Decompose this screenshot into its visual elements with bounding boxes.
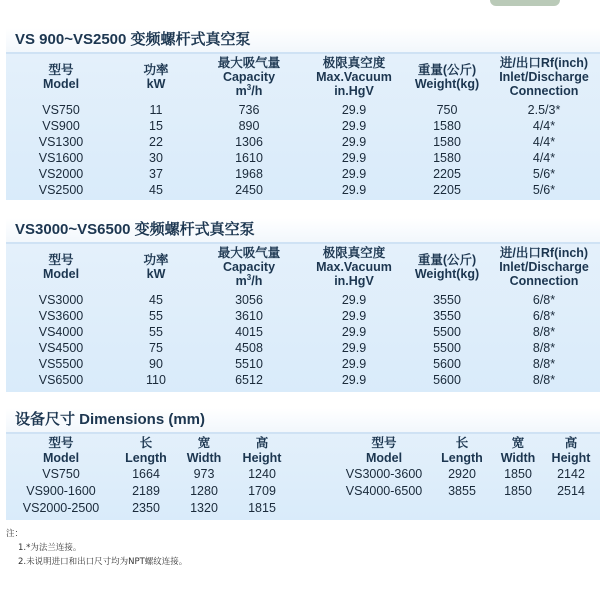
table-cell: VS900	[42, 119, 80, 133]
table-cell: 4015	[235, 325, 263, 339]
header-height: 高 Height	[551, 436, 591, 465]
table-cell: 55	[149, 325, 163, 339]
spec-table	[6, 246, 600, 388]
section-title: VS 900~VS2500 变频螺杆式真空泵	[6, 28, 600, 54]
table-cell: 1664	[132, 467, 160, 481]
table-cell: 1580	[433, 119, 461, 133]
table-row	[6, 356, 600, 372]
dimensions-section	[6, 408, 600, 520]
table-cell: 2142	[557, 467, 585, 481]
header-vacuum: 极限真空度 Max.Vacuum in.HgV	[316, 246, 392, 288]
dimensions-table-right	[334, 436, 596, 500]
table-cell: VS900-1600	[26, 484, 96, 498]
table-cell: 55	[149, 309, 163, 323]
table-row	[6, 324, 600, 340]
table-cell: 2920	[448, 467, 476, 481]
table-cell: VS1600	[38, 151, 84, 165]
spec-section-vs3000-6500	[6, 218, 600, 392]
table-cell: 6/8*	[532, 293, 556, 307]
header-capacity: 最大吸气量 Capacity $m^3/h$	[217, 56, 281, 98]
table-cell: 1850	[504, 484, 532, 498]
table-cell: 8/8*	[532, 373, 556, 387]
dimensions-table-left	[6, 436, 292, 517]
table-cell: 1240	[248, 467, 276, 481]
header-model: 型号 Model	[365, 436, 403, 465]
table-cell: 29.9	[341, 167, 367, 181]
table-cell: 15	[149, 119, 163, 133]
table-cell: 29.9	[341, 103, 367, 117]
table-cell: 750	[436, 103, 458, 117]
header-model: 型号 Model	[42, 253, 80, 281]
table-row	[6, 340, 600, 356]
table-cell: VS3000-3600	[345, 467, 423, 481]
table-cell: 29.9	[341, 183, 367, 197]
table-cell: VS2000	[38, 167, 84, 181]
table-row	[6, 166, 600, 182]
table-cell: 29.9	[341, 135, 367, 149]
header-length: 长 Length	[125, 436, 167, 465]
table-cell: VS3600	[38, 309, 84, 323]
table-row	[334, 466, 596, 483]
table-cell: 2514	[557, 484, 585, 498]
table-cell: 8/8*	[532, 357, 556, 371]
table-cell: 5500	[433, 341, 461, 355]
table-cell: 2205	[433, 183, 461, 197]
table-row	[6, 483, 292, 500]
table-cell: 1709	[248, 484, 276, 498]
header-capacity: 最大吸气量 Capacity $m^3/h$	[217, 246, 281, 288]
table-cell: 1610	[235, 151, 263, 165]
header-power: 功率 kW	[143, 63, 169, 91]
table-cell: 5/6*	[532, 183, 556, 197]
section-title: VS3000~VS6500 变频螺杆式真空泵	[6, 218, 600, 244]
header-model: 型号 Model	[42, 436, 80, 465]
table-cell: 29.9	[341, 309, 367, 323]
table-cell: 3056	[235, 293, 263, 307]
table-cell: 37	[149, 167, 163, 181]
spec-section-vs900-2500	[6, 28, 600, 200]
table-cell: 4/4*	[532, 135, 556, 149]
header-power: 功率 kW	[143, 253, 169, 281]
decorative-leaf	[490, 0, 560, 6]
table-row	[334, 483, 596, 500]
table-cell: 1280	[190, 484, 218, 498]
table-cell: 5510	[235, 357, 263, 371]
header-width: 宽 Width	[186, 436, 222, 465]
table-row	[6, 182, 600, 198]
table-cell: 4/4*	[532, 119, 556, 133]
table-cell: 45	[149, 293, 163, 307]
table-row	[6, 134, 600, 150]
notes-label: 注：	[6, 529, 24, 539]
note-item: 2.未说明进口和出口尺寸均为NPT螺纹连接。	[18, 557, 188, 567]
header-length: 长 Length	[441, 436, 483, 465]
table-cell: 1320	[190, 501, 218, 515]
table-row	[6, 466, 292, 483]
table-cell: 1850	[504, 467, 532, 481]
table-row	[6, 118, 600, 134]
table-cell: 5600	[433, 357, 461, 371]
table-cell: 1968	[235, 167, 263, 181]
table-cell: 2189	[132, 484, 160, 498]
table-cell: 11	[149, 103, 163, 117]
table-cell: 29.9	[341, 325, 367, 339]
table-cell: VS3000	[38, 293, 84, 307]
table-cell: 29.9	[341, 341, 367, 355]
table-cell: 29.9	[341, 151, 367, 165]
table-cell: 8/8*	[532, 325, 556, 339]
table-cell: 1815	[248, 501, 276, 515]
footnotes	[6, 527, 187, 569]
table-row	[6, 102, 600, 118]
table-cell: 2205	[433, 167, 461, 181]
table-cell: 2.5/3*	[527, 103, 561, 117]
table-cell: 2450	[235, 183, 263, 197]
table-cell: 90	[149, 357, 163, 371]
header-weight: 重量(公斤) Weight(kg)	[414, 253, 480, 281]
table-cell: 890	[238, 119, 260, 133]
section-title: 设备尺寸 Dimensions (mm)	[6, 408, 600, 434]
table-row	[6, 500, 292, 517]
table-cell: 6512	[235, 373, 263, 387]
header-height: 高 Height	[242, 436, 282, 465]
table-cell: 29.9	[341, 357, 367, 371]
table-cell: VS2500	[38, 183, 84, 197]
table-row	[6, 372, 600, 388]
table-cell: 29.9	[341, 373, 367, 387]
table-cell: 30	[149, 151, 163, 165]
table-row	[6, 308, 600, 324]
table-cell: 2350	[132, 501, 160, 515]
table-cell: VS2000-2500	[22, 501, 100, 515]
table-cell: 29.9	[341, 293, 367, 307]
table-cell: VS4000-6500	[345, 484, 423, 498]
header-weight: 重量(公斤) Weight(kg)	[414, 63, 480, 91]
table-cell: 3550	[433, 293, 461, 307]
table-cell: 3855	[448, 484, 476, 498]
table-row	[6, 292, 600, 308]
header-connection: 进/出口Rf(inch) Inlet/Discharge Connection	[499, 246, 589, 288]
table-cell: 8/8*	[532, 341, 556, 355]
table-cell: 5600	[433, 373, 461, 387]
table-cell: 736	[238, 103, 260, 117]
header-model: 型号 Model	[42, 63, 80, 91]
table-cell: 1306	[235, 135, 263, 149]
table-row	[6, 150, 600, 166]
table-cell: 45	[149, 183, 163, 197]
table-cell: 22	[149, 135, 163, 149]
table-cell: VS4000	[38, 325, 84, 339]
table-cell: VS6500	[38, 373, 84, 387]
table-cell: 973	[193, 467, 215, 481]
note-item: 1.*为法兰连接。	[18, 543, 82, 553]
table-cell: VS750	[42, 467, 80, 481]
table-cell: 3610	[235, 309, 263, 323]
table-cell: 4/4*	[532, 151, 556, 165]
spec-table	[6, 56, 600, 198]
table-cell: 75	[149, 341, 163, 355]
table-cell: 110	[146, 373, 166, 387]
table-cell: 6/8*	[532, 309, 556, 323]
header-vacuum: 极限真空度 Max.Vacuum in.HgV	[316, 56, 392, 98]
table-cell: VS4500	[38, 341, 84, 355]
table-cell: 3550	[433, 309, 461, 323]
table-cell: VS750	[42, 103, 80, 117]
table-cell: 5500	[433, 325, 461, 339]
table-cell: 29.9	[341, 119, 367, 133]
table-cell: 4508	[235, 341, 263, 355]
table-cell: 5/6*	[532, 167, 556, 181]
table-cell: 1580	[433, 151, 461, 165]
table-cell: VS5500	[38, 357, 84, 371]
header-width: 宽 Width	[500, 436, 536, 465]
header-connection: 进/出口Rf(inch) Inlet/Discharge Connection	[499, 56, 589, 98]
table-cell: 1580	[433, 135, 461, 149]
table-cell: VS1300	[38, 135, 84, 149]
